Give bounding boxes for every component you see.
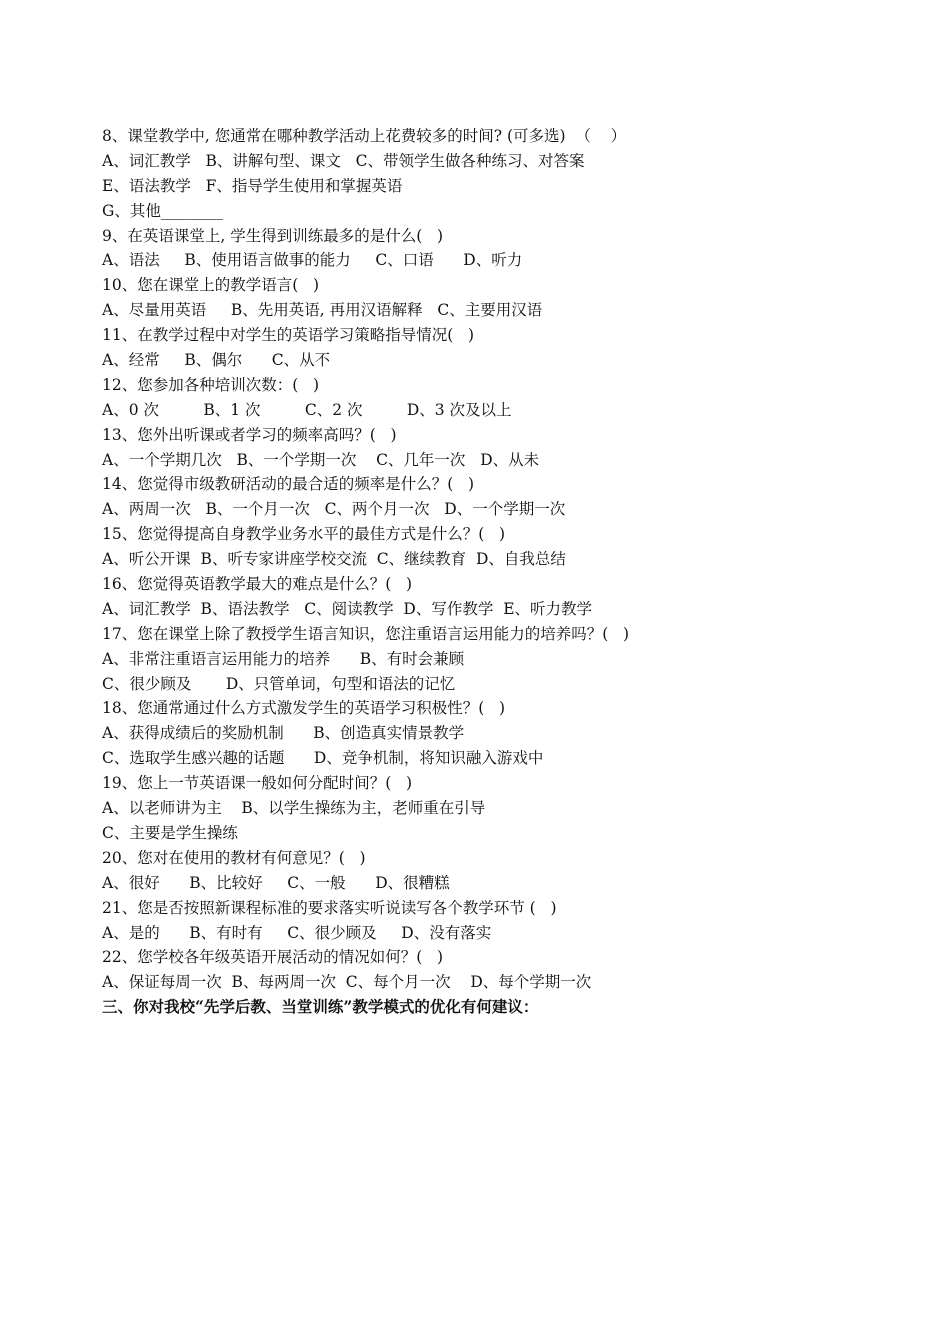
question-18: 18、您通常通过什么方式激发学生的英语学习积极性？( ) <box>102 699 506 718</box>
section-heading: 三、你对我校“先学后教、当堂训练”教学模式的优化有何建议： <box>102 997 539 1017</box>
question-15: 15、您觉得提高自身教学业务水平的最佳方式是什么？( ) <box>102 525 506 544</box>
question-20: 20、您对在使用的教材有何意见？( ) <box>102 848 366 867</box>
question-10-options: A、尽量用英语 B、先用英语, 再用汉语解释 C、主要用汉语 <box>102 301 543 320</box>
question-18-options-2: C、选取学生感兴趣的话题 D、竞争机制，将知识融入游戏中 <box>102 749 544 768</box>
question-19-options-1: A、以老师讲为主 B、以学生操练为主，老师重在引导 <box>102 799 486 818</box>
question-15-options: A、听公开课 B、听专家讲座学校交流 C、继续教育 D、自我总结 <box>102 550 566 569</box>
question-19-options-2: C、主要是学生操练 <box>102 823 238 842</box>
question-12-options: A、0 次 B、1 次 C、2 次 D、3 次及以上 <box>102 400 512 419</box>
question-19: 19、您上一节英语课一般如何分配时间？( ) <box>102 774 413 793</box>
question-9-options: A、语法 B、使用语言做事的能力 C、口语 D、听力 <box>102 251 523 270</box>
question-12: 12、您参加各种培训次数：( ) <box>102 375 320 394</box>
question-8: 8、课堂教学中, 您通常在哪种教学活动上花费较多的时间? (可多选) （ ） <box>102 127 627 145</box>
question-9: 9、在英语课堂上, 学生得到训练最多的是什么( ) <box>102 226 444 245</box>
question-22: 22、您学校各年级英语开展活动的情况如何？( ) <box>102 948 444 967</box>
question-14: 14、您觉得市级教研活动的最合适的频率是什么？( ) <box>102 475 475 494</box>
question-10: 10、您在课堂上的教学语言( ) <box>102 276 320 295</box>
question-21: 21、您是否按照新课程标准的要求落实听说读写各个教学环节 ( ) <box>102 898 557 917</box>
question-18-options-1: A、获得成绩后的奖励机制 B、创造真实情景教学 <box>102 724 465 743</box>
question-13-options: A、一个学期几次 B、一个学期一次 C、几年一次 D、从未 <box>102 450 540 469</box>
question-8-options-1: A、词汇教学 B、讲解句型、课文 C、带领学生做各种练习、对答案 <box>102 151 585 170</box>
question-20-options: A、很好 B、比较好 C、一般 D、很糟糕 <box>102 873 450 892</box>
question-22-options: A、保证每周一次 B、每两周一次 C、每个月一次 D、每个学期一次 <box>102 973 592 992</box>
document-body <box>102 124 862 1020</box>
question-8-options-3: G、其他________ <box>102 201 223 220</box>
question-16-options: A、词汇教学 B、语法教学 C、阅读教学 D、写作教学 E、听力教学 <box>102 599 593 618</box>
question-17: 17、您在课堂上除了教授学生语言知识，您注重语言运用能力的培养吗？( ) <box>102 624 630 643</box>
question-14-options: A、两周一次 B、一个月一次 C、两个月一次 D、一个学期一次 <box>102 500 566 519</box>
question-17-options-2: C、很少顾及 D、只管单词，句型和语法的记忆 <box>102 674 456 693</box>
question-13: 13、您外出听课或者学习的频率高吗？( ) <box>102 425 397 444</box>
question-16: 16、您觉得英语教学最大的难点是什么？( ) <box>102 575 413 594</box>
question-11-options: A、经常 B、偶尔 C、从不 <box>102 351 331 370</box>
question-21-options: A、是的 B、有时有 C、很少顾及 D、没有落实 <box>102 923 492 942</box>
question-17-options-1: A、非常注重语言运用能力的培养 B、有时会兼顾 <box>102 649 465 668</box>
question-8-options-2: E、语法教学 F、指导学生使用和掌握英语 <box>102 176 403 195</box>
question-11: 11、在教学过程中对学生的英语学习策略指导情况( ) <box>102 326 475 345</box>
